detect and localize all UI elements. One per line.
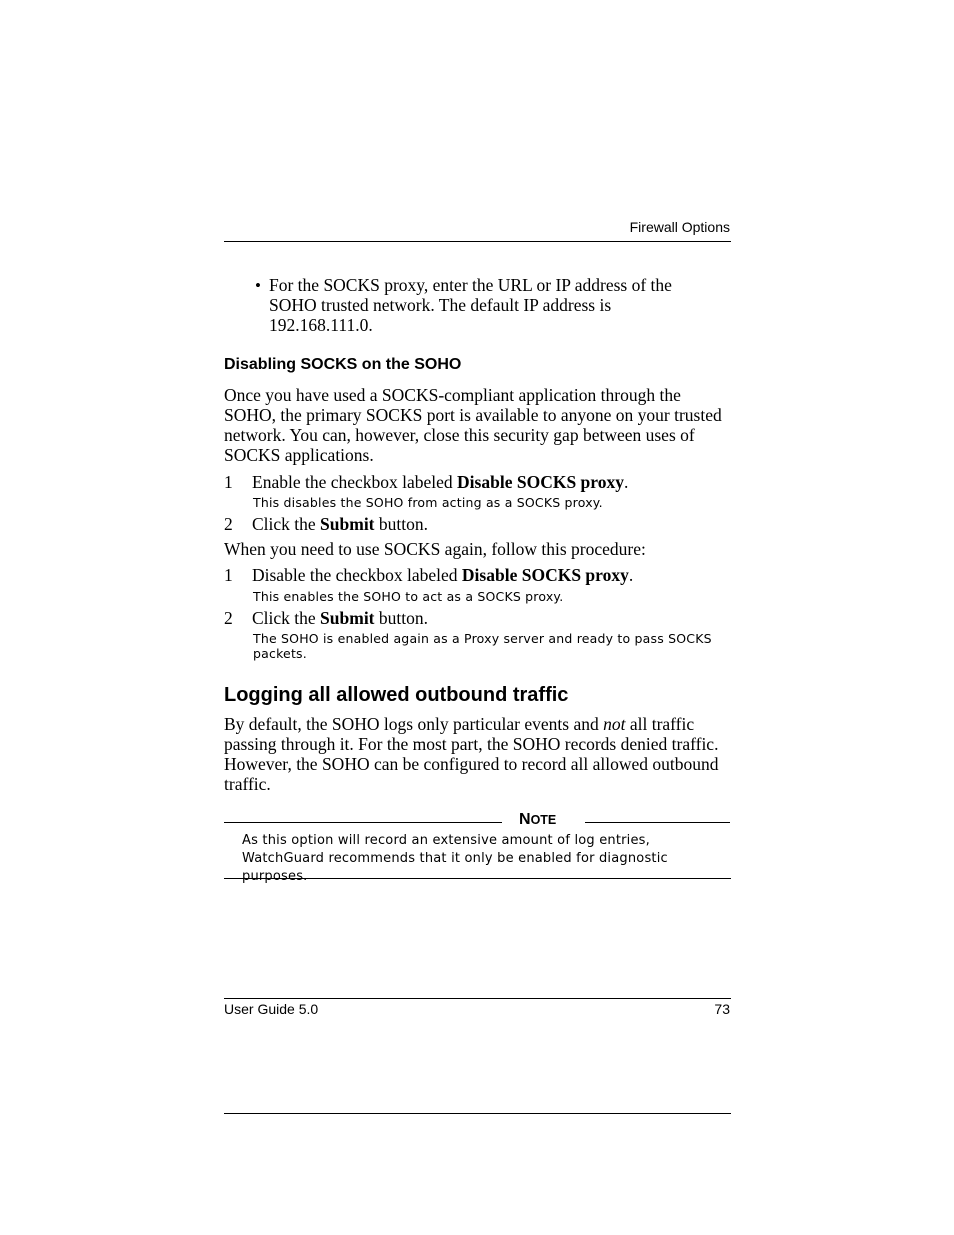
step-note-line-2: packets.: [253, 646, 307, 661]
intro-paragraph: Once you have used a SOCKS-compliant application through the SOHO, the primary SOCKS port is available to anyone on your trusted network. You can, however, close this security gap between uses of SOCKS applications.: [224, 385, 722, 465]
step-text: Disable the checkbox labeled Disable SOCKS proxy.: [252, 565, 634, 585]
note-line-1: As this option will record an extensive amount of log entries,: [242, 833, 650, 848]
footer-rule: [224, 998, 731, 999]
step-text: Click the Submit button.: [252, 608, 428, 628]
note-label: NOTE: [519, 811, 557, 828]
note-rule-bottom: [224, 878, 731, 879]
running-header: Firewall Options: [629, 219, 730, 235]
bullet-line-1: For the SOCKS proxy, enter the URL or IP address of the: [269, 275, 672, 295]
step-number: 2: [224, 514, 233, 534]
step-number: 1: [224, 472, 233, 492]
section-heading-logging: Logging all allowed outbound traffic: [224, 684, 569, 706]
ui-label-disable-socks-proxy: Disable SOCKS proxy: [461, 565, 629, 585]
section-heading-disabling-socks: Disabling SOCKS on the SOHO: [224, 356, 462, 373]
footer-guide-title: User Guide 5.0: [224, 1001, 319, 1017]
procedure-intro: When you need to use SOCKS again, follow this procedure:: [224, 539, 646, 559]
step-note: This disables the SOHO from acting as a SOCKS proxy.: [253, 495, 603, 510]
step-note: [253, 631, 712, 661]
bullet-line-2: SOHO trusted network. The default IP address is: [269, 295, 612, 315]
page-bottom-rule: [224, 1113, 731, 1114]
note-rule-right: [585, 822, 730, 823]
step-number: 2: [224, 608, 233, 628]
bullet-line-3: 192.168.111.0.: [269, 315, 373, 335]
note-rule-left: [224, 822, 502, 823]
bullet-marker: •: [255, 276, 261, 295]
header-rule: [224, 241, 731, 242]
page-number: 73: [714, 1001, 730, 1017]
ui-label-submit: Submit: [320, 514, 375, 534]
ui-label-submit: Submit: [320, 608, 375, 628]
logging-paragraph: By default, the SOHO logs only particular events and not all traffic passing through it. For the most part, the SOHO records denied traffic. However, the SOHO can be configured to record all allowed outbound traffic.: [224, 714, 719, 794]
step-text: Enable the checkbox labeled Disable SOCKS proxy.: [252, 472, 629, 492]
step-note: This enables the SOHO to act as a SOCKS proxy.: [253, 589, 564, 604]
step-text: Click the Submit button.: [252, 514, 428, 534]
bullet-text: [269, 275, 729, 335]
step-note-line-1: The SOHO is enabled again as a Proxy server and ready to pass SOCKS: [253, 631, 712, 646]
ui-label-disable-socks-proxy: Disable SOCKS proxy: [457, 472, 624, 492]
note-line-2: WatchGuard recommends that it only be enabled for diagnostic purposes.: [242, 851, 668, 884]
step-number: 1: [224, 565, 233, 585]
